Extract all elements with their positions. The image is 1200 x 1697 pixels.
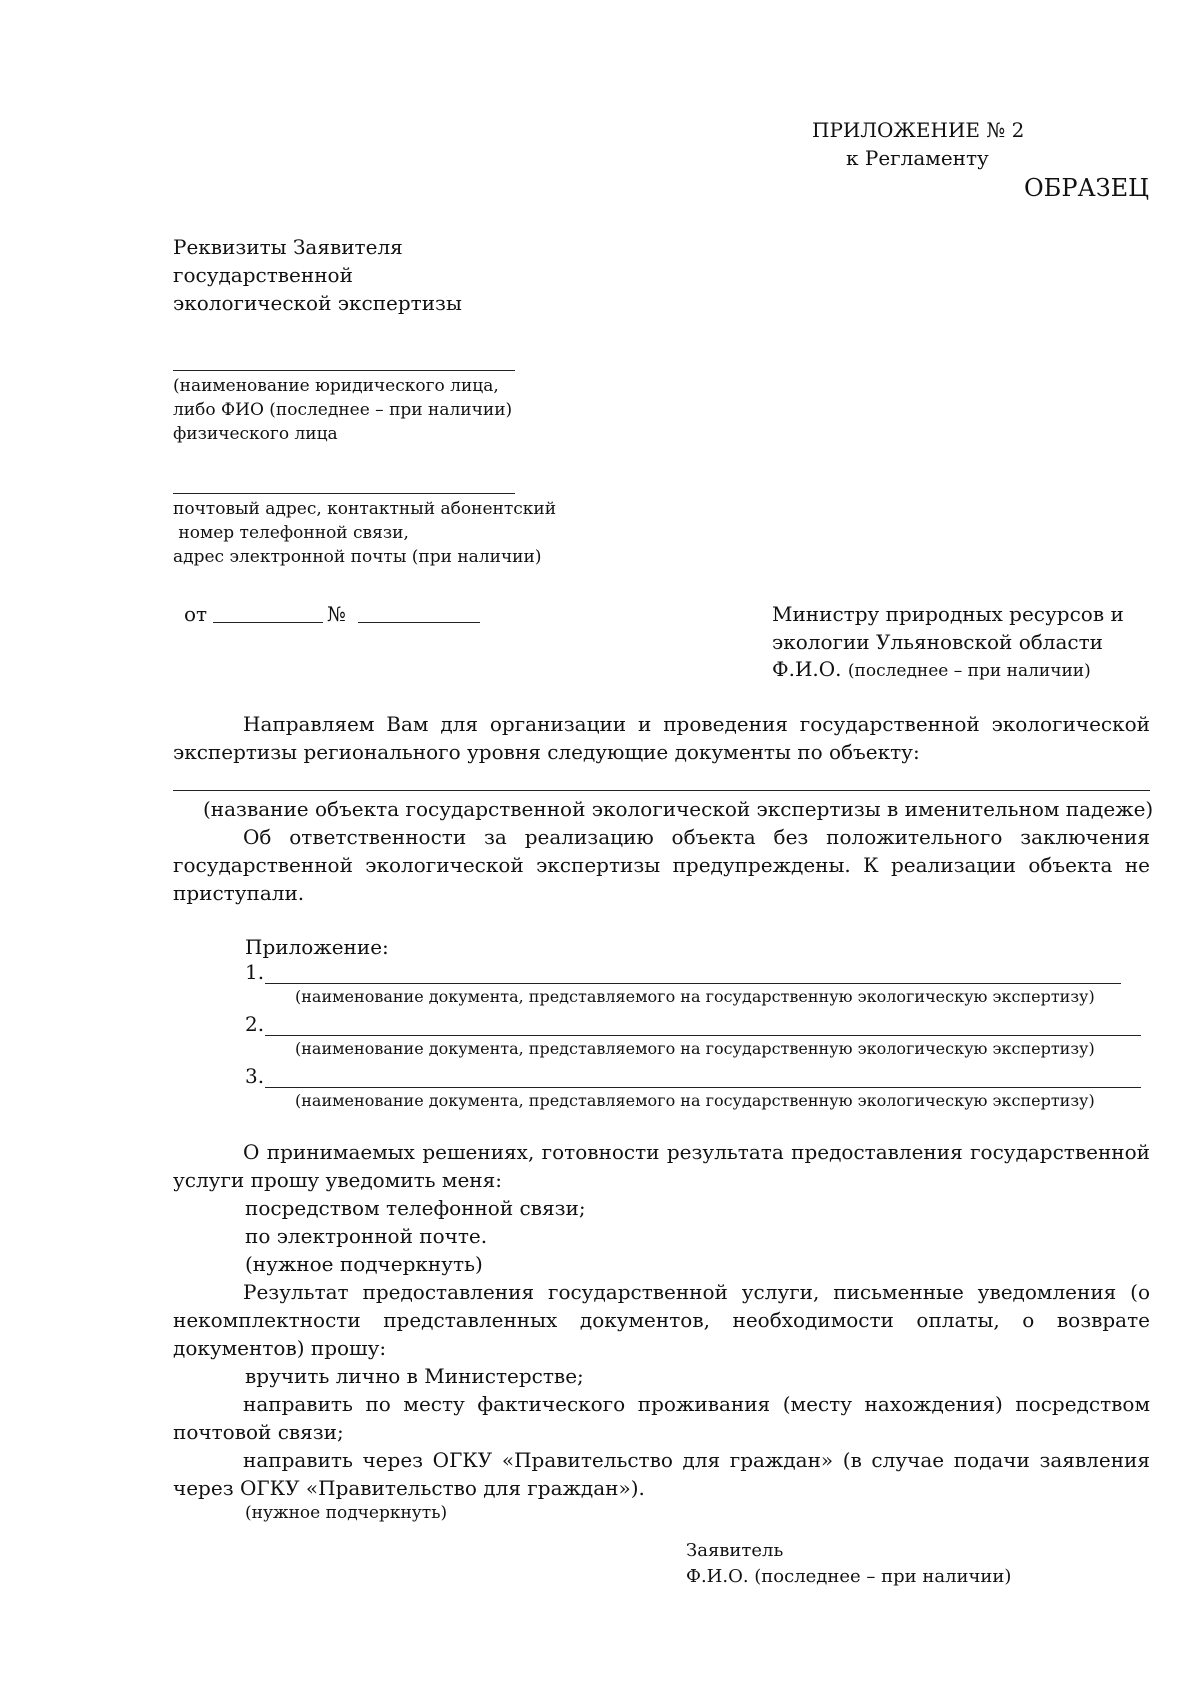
body-paragraph-1: Направляем Вам для организации и проведения государственной экологической экспертизы регионального уровня следующие документы по объекту: (173, 712, 1150, 764)
address-fill-line[interactable] (173, 493, 515, 494)
appendix-number: ПРИЛОЖЕНИЕ № 2 (812, 118, 1025, 142)
notification-note: (нужное подчеркнуть) (245, 1252, 483, 1276)
result-option-via-ogku[interactable]: направить через ОГКУ «Правительство для граждан» (в случае подачи заявления через ОГКУ «Правительство для граждан»). (173, 1448, 1150, 1500)
object-caption: (название объекта государственной экологической экспертизы в именительном падеже) (203, 797, 1154, 821)
attachment-1-caption: (наименование документа, представляемого на государственную экологическую экспертизу) (295, 987, 1095, 1006)
result-option-in-person[interactable]: вручить лично в Министерстве; (245, 1364, 584, 1388)
signature-fio: Ф.И.О. (последнее – при наличии) (686, 1566, 1012, 1587)
from-label: от (184, 602, 208, 626)
name-caption-3: физического лица (173, 424, 338, 444)
object-fill-line[interactable] (173, 790, 1150, 791)
address-caption-3: адрес электронной почты (при наличии) (173, 547, 542, 567)
to-regulation: к Регламенту (846, 146, 989, 170)
number-fill-line[interactable] (358, 622, 480, 623)
addressee-line-1: Министру природных ресурсов и (772, 602, 1124, 626)
notification-paragraph: О принимаемых решениях, готовности результата предоставления государственной услуги прошу уведомить меня: (173, 1140, 1150, 1192)
number-label: № (327, 602, 346, 626)
name-caption-1: (наименование юридического лица, (173, 376, 499, 396)
attachment-1-fill-line[interactable] (265, 983, 1121, 984)
address-caption-1: почтовый адрес, контактный абонентский (173, 499, 557, 519)
attachment-2-number: 2. (245, 1012, 265, 1036)
notification-option-email[interactable]: по электронной почте. (245, 1224, 488, 1248)
addressee-fio-note: (последнее – при наличии) (847, 661, 1091, 681)
signature-applicant-label: Заявитель (686, 1540, 784, 1561)
attachment-3-caption: (наименование документа, представляемого на государственную экологическую экспертизу) (295, 1091, 1095, 1110)
addressee-fio-label: Ф.И.О. (772, 657, 842, 681)
requisites-line-2: государственной (173, 263, 353, 287)
name-caption-2: либо ФИО (последнее – при наличии) (173, 400, 513, 420)
attachment-2-fill-line[interactable] (265, 1035, 1141, 1036)
body-paragraph-2: Об ответственности за реализацию объекта без положительного заключения государственной экологической экспертизы предупреждены. К реализации объекта не приступали. (173, 825, 1150, 905)
attachments-title: Приложение: (245, 935, 389, 959)
addressee-line-2: экологии Ульяновской области (772, 630, 1104, 654)
result-note: (нужное подчеркнуть) (245, 1503, 448, 1523)
attachment-3-number: 3. (245, 1064, 265, 1088)
attachment-2-caption: (наименование документа, представляемого на государственную экологическую экспертизу) (295, 1039, 1095, 1058)
requisites-line-3: экологической экспертизы (173, 291, 462, 315)
address-caption-2: номер телефонной связи, (173, 523, 409, 543)
attachment-1-number: 1. (245, 960, 265, 984)
notification-option-phone[interactable]: посредством телефонной связи; (245, 1196, 586, 1220)
name-fill-line[interactable] (173, 370, 515, 371)
requisites-line-1: Реквизиты Заявителя (173, 235, 403, 259)
addressee-fio (772, 655, 1091, 683)
date-fill-line[interactable] (213, 622, 323, 623)
attachment-3-fill-line[interactable] (265, 1087, 1141, 1088)
sample-label: ОБРАЗЕЦ (1024, 174, 1150, 202)
result-paragraph: Результат предоставления государственной услуги, письменные уведомления (о некомплектности представленных документов, необходимости оплаты, о возврате документов) прошу: (173, 1280, 1150, 1360)
result-option-by-mail[interactable]: направить по месту фактического проживания (месту нахождения) посредством почтовой связи; (173, 1392, 1150, 1444)
